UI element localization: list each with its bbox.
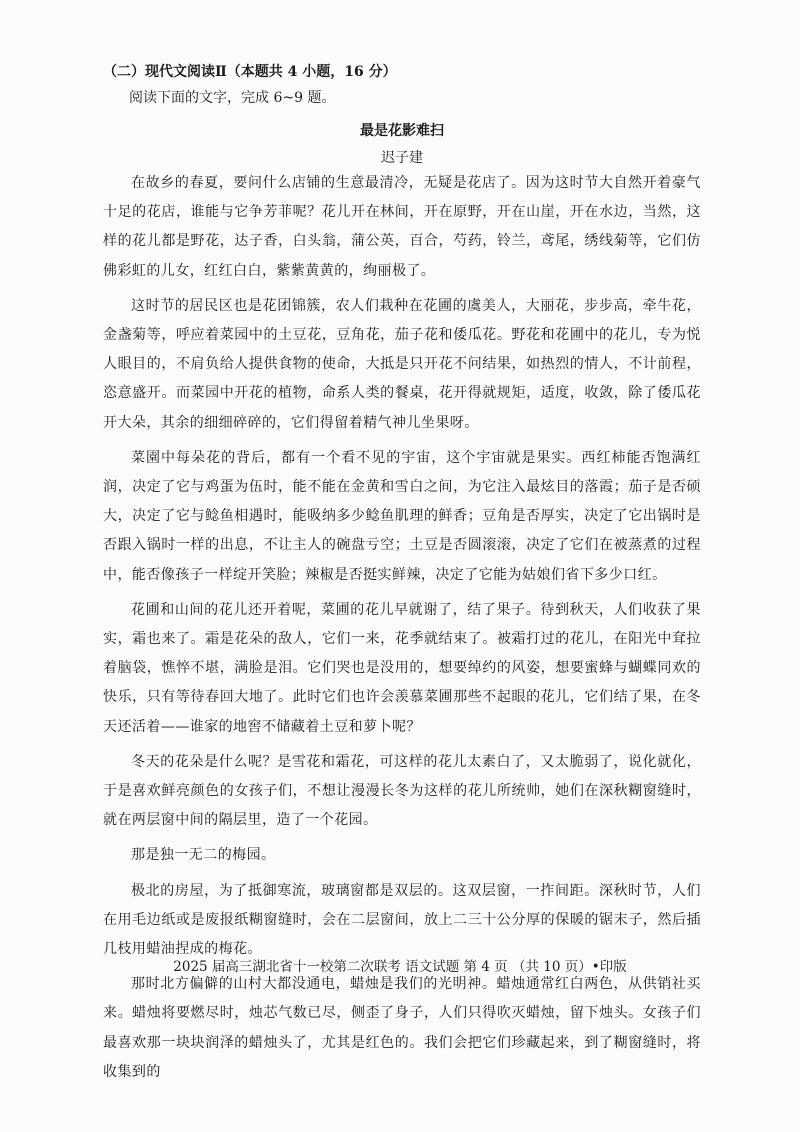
article-paragraph: 冬天的花朵是什么呢？是雪花和霜花，可这样的花儿太素白了，又太脆弱了，说化就化，于是喜欢鲜亮颜色的女孩子们，不想让漫漫长冬为这样的花儿所统帅，她们在深秋糊窗缝时，就在两层窗中间的隔层里，造了一个花园。	[103, 753, 701, 829]
article-paragraph: 那是独一无二的梅园。	[131, 847, 276, 864]
article-paragraph: 极北的房屋，为了抵御寒流，玻璃窗都是双层的。这双层窗，一拃间距。深秋时节，人们在用毛边纸或是废报纸糊窗缝时，会在二层窗间，放上二三十公分厚的保暖的锯末子，然后插几枝用蜡油捏成的梅花。	[103, 882, 701, 958]
article-paragraph: 这时节的居民区也是花团锦簇，农人们栽种在花圃的虞美人，大丽花，步步高，牵牛花，金盏菊等，呼应着菜园中的土豆花，豆角花，茄子花和倭瓜花。野花和花圃中的花儿，专为悦人眼目的，不肩负给人提供食物的使命，大抵是只开花不问结果，如热烈的情人，不计前程，恣意盛开。而菜园中开花的植物，命系人类的餐桌，花开得就规矩，适度，收敛，除了倭瓜花开大朵，其余的细细碎碎的，它们得留着精气神儿坐果呀。	[103, 297, 701, 431]
section-header: （二）现代文阅读Ⅱ（本题共 4 小题，16 分）	[103, 64, 397, 80]
article-body	[103, 169, 701, 1087]
article-title: 最是花影难扫	[360, 123, 444, 139]
article-paragraph: 在故乡的春夏，要问什么店铺的生意最清冷，无疑是花店了。因为这时节大自然开着豪气十足的花店，谁能与它争芳菲呢？花儿开在林间，开在原野，开在山崖，开在水边，当然，这样的花儿都是野花，达子香，白头翁，蒲公英，百合，芍药，铃兰，鸢尾，绣线菊等，它们仿佛彩虹的儿女，红红白白，紫紫黄黄的，绚丽极了。	[103, 175, 701, 279]
article-paragraph: 菜園中每朵花的背后，都有一个看不见的宇宙，这个宇宙就是果实。西红柿能否饱满红润，决定了它与鸡蛋为伍时，能不能在金黄和雪白之间，为它注入最炫目的落霞；茄子是否硕大，决定了它与鲶鱼相遇时，能吸纳多少鲶鱼肌理的鲜香；豆角是否厚实，决定了它出锅时是否跟入锅时一样的出息，不让主人的碗盘亏空；土豆是否圆滚滚，决定了它们在被蒸煮的过程中，能否像孩子一样绽开笑脸；辣椒是否挺实鲜辣，决定了它能为姑娘们省下多少口红。	[103, 449, 701, 583]
section-instruction: 阅读下面的文字，完成 6~9 题。	[129, 90, 336, 106]
page-footer: 2025 届高三湖北省十一校第二次联考 语文试题 第 4 页 （共 10 页）•印版	[173, 959, 627, 975]
article-paragraph: 那时北方偏僻的山村大都没通电，蜡烛是我们的光明神。蜡烛通常红白两色，从供销社买来。蜡烛将要燃尽时，烛芯气数已尽，侧歪了身子，人们只得吹灭蜡烛，留下烛头。女孩子们最喜欢那一块块润泽的蜡烛头了，尤其是红色的。我们会把它们珍藏起来，到了糊窗缝时，将收集到的	[103, 976, 701, 1080]
article-author: 迟子建	[381, 150, 423, 166]
article-paragraph: 花圃和山间的花儿还开着呢，菜圃的花儿早就谢了，结了果子。待到秋天，人们收获了果实，霜也来了。霜是花朵的敌人，它们一来，花季就结束了。被霜打过的花儿，在阳光中耷拉着脑袋，憔悴不堪，满脸是泪。它们哭也是没用的，想要绰约的风姿，想要蜜蜂与蝴蝶同欢的快乐，只有等待春回大地了。此时它们也许会羡慕菜圃那些不起眼的花儿，它们结了果，在冬天还活着——谁家的地窖不储藏着土豆和萝卜呢？	[103, 601, 701, 735]
reading-section	[103, 62, 701, 1087]
